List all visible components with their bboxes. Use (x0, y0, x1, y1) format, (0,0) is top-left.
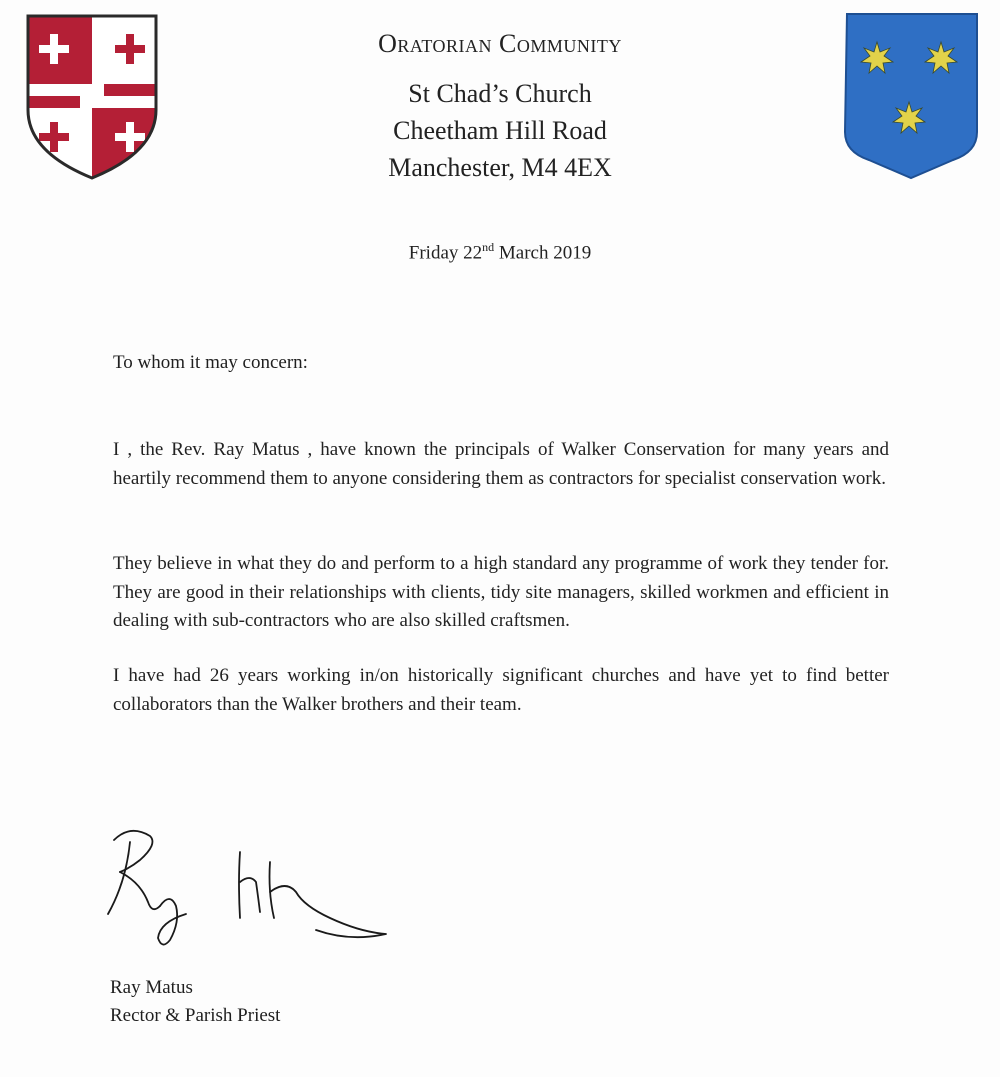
date-ordinal: nd (482, 240, 495, 254)
paragraph-introduction: I , the Rev. Ray Matus , have known the principals of Walker Conservation for many years and heartily recommend them to anyone considering them as contractors for specialist conservation work. (113, 439, 889, 489)
organisation-name: Oratorian Community (378, 29, 622, 58)
date-weekday: Friday (408, 242, 459, 264)
address-line-road: Cheetham Hill Road (393, 116, 607, 145)
address-line-church: St Chad’s Church (408, 79, 592, 108)
letter-date (0, 240, 1000, 264)
date-day: 22 (463, 242, 483, 264)
paragraph-qualities: They believe in what they do and perform to a high standard any programme of work they tender for. They are good in their relationships with clients, tidy site managers, skilled workmen and efficient in dealing with sub-contractors who are also skilled craftsmen. (113, 553, 889, 631)
signatory-name: Ray Matus (110, 977, 193, 998)
address-line-city: Manchester, M4 4EX (388, 153, 612, 182)
three-stars-shield-icon (843, 12, 979, 182)
jerusalem-cross-shield-icon (24, 12, 160, 182)
signoff (110, 974, 280, 1030)
salutation: To whom it may concern: (113, 352, 308, 373)
date-month-year: March 2019 (498, 242, 592, 264)
letterhead (200, 26, 800, 186)
signature (100, 822, 400, 962)
paragraph-experience: I have had 26 years working in/on historically significant churches and have yet to find better collaborators than the Walker brothers and their team. (113, 665, 889, 715)
signatory-title: Rector & Parish Priest (110, 1005, 281, 1026)
